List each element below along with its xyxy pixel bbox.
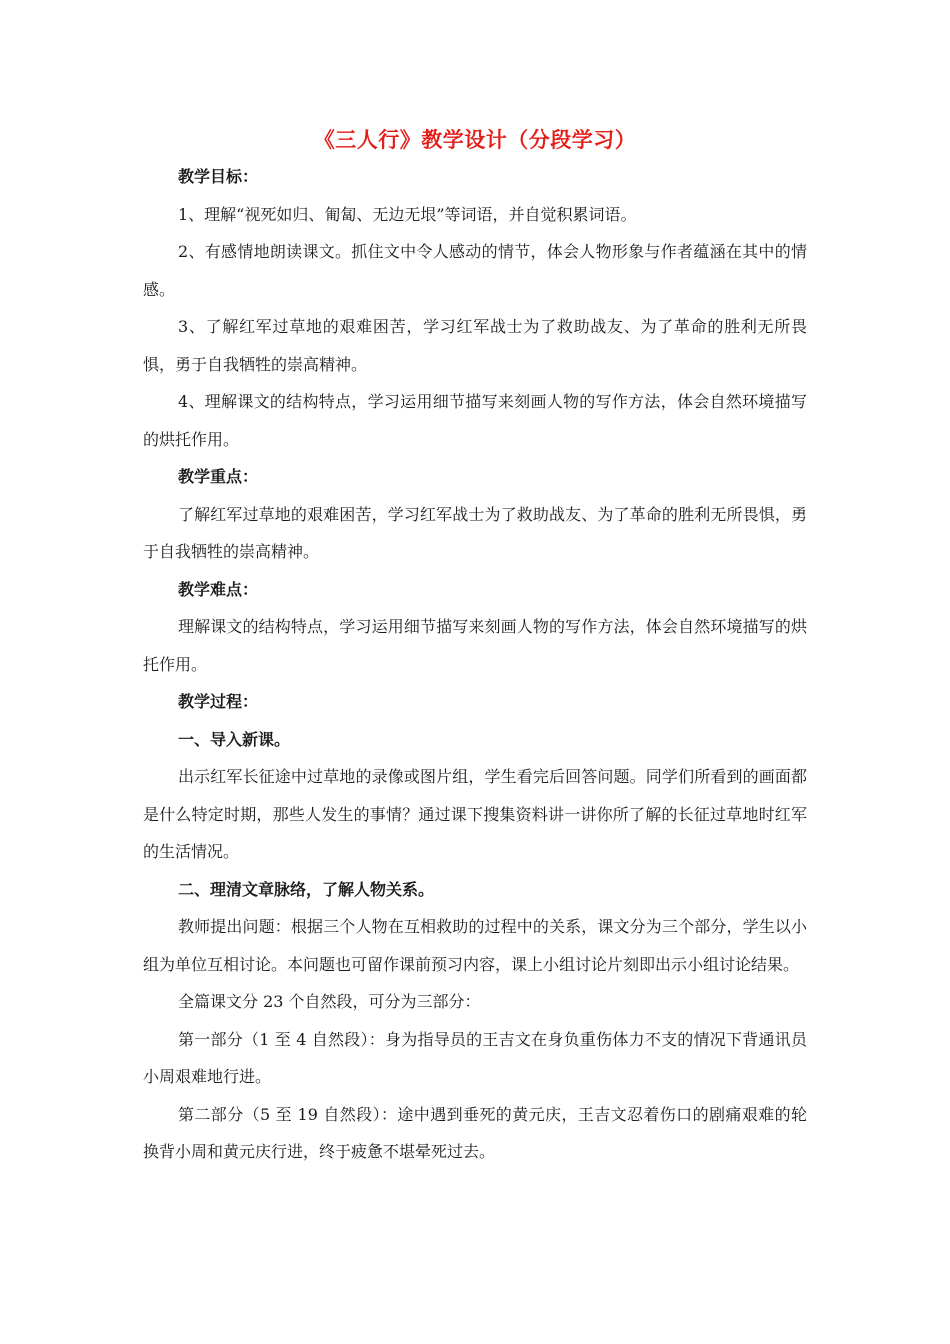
document-title: 《三人行》教学设计（分段学习） [313, 128, 637, 152]
structure-summary: 全篇课文分 23 个自然段，可分为三部分： [178, 992, 481, 1011]
part-one-text: 第一部分（1 至 4 自然段）：身为指导员的王吉文在身负重伤体力不支的情况下背通讯员小周艰难地行进。 [143, 1029, 807, 1086]
difficulty-text: 理解课文的结构特点，学习运用细节描写来刻画人物的写作方法，体会自然环境描写的烘托作用。 [143, 617, 807, 674]
document-body [143, 158, 807, 1171]
goal-item: 1、理解“视死如归、匍匐、无边无垠”等词语，并自觉积累词语。 [178, 204, 637, 224]
key-points-heading: 教学重点： [178, 467, 259, 486]
goal-item: 2、有感情地朗读课文。抓住文中令人感动的情节，体会人物形象与作者蕴涵在其中的情感。 [143, 242, 807, 299]
step1-heading: 一、导入新课。 [178, 729, 291, 749]
step1-text: 出示红军长征途中过草地的录像或图片组，学生看完后回答问题。同学们所看到的画面都是什么特定时期，那些人发生的事情？通过课下搜集资料讲一讲你所了解的长征过草地时红军的生活情况。 [143, 767, 807, 861]
step2-heading: 二、理清文章脉络，了解人物关系。 [178, 879, 435, 899]
step2-text: 教师提出问题：根据三个人物在互相救助的过程中的关系，课文分为三个部分，学生以小组为单位互相讨论。本问题也可留作课前预习内容，课上小组讨论片刻即出示小组讨论结果。 [143, 917, 807, 974]
goal-item: 3、了解红军过草地的艰难困苦，学习红军战士为了救助战友、为了革命的胜利无所畏惧，勇于自我牺牲的崇高精神。 [143, 317, 807, 374]
difficulty-heading: 教学难点： [178, 579, 259, 599]
process-heading: 教学过程： [178, 692, 259, 711]
goals-heading: 教学目标： [178, 167, 259, 186]
goal-item: 4、理解课文的结构特点，学习运用细节描写来刻画人物的写作方法，体会自然环境描写的烘托作用。 [143, 392, 807, 449]
key-points-text: 了解红军过草地的艰难困苦，学习红军战士为了救助战友、为了革命的胜利无所畏惧，勇于自我牺牲的崇高精神。 [143, 504, 807, 561]
part-two-text: 第二部分（5 至 19 自然段）：途中遇到垂死的黄元庆，王吉文忍着伤口的剧痛艰难的轮换背小周和黄元庆行进，终于疲惫不堪晕死过去。 [143, 1104, 807, 1161]
